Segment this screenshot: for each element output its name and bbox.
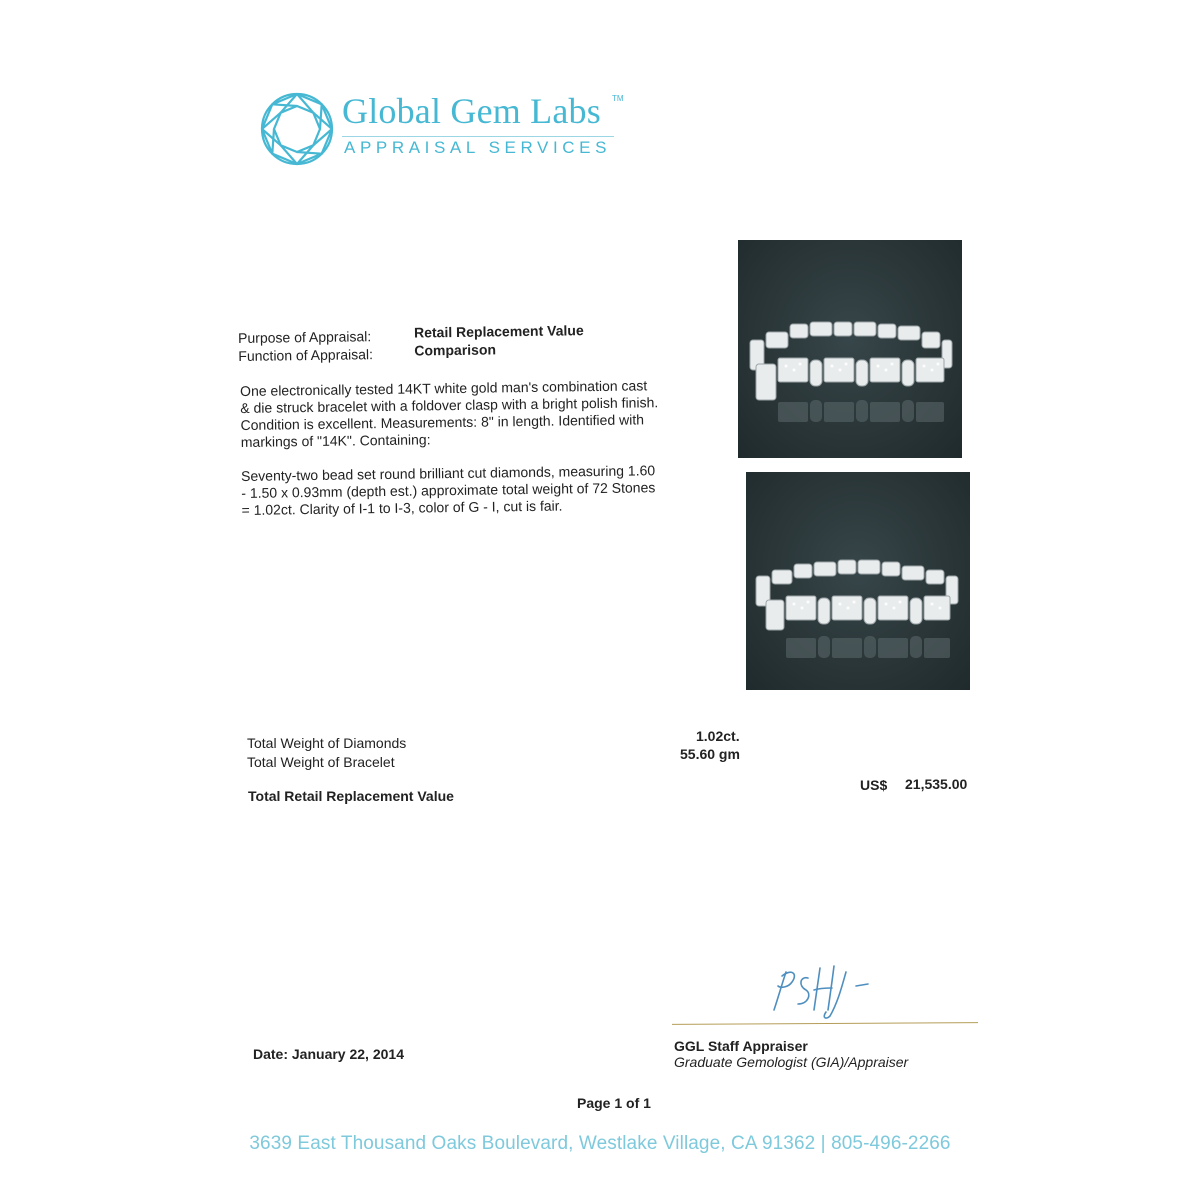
diamond-line: Seventy-two bead set round brilliant cut diamonds, measuring 1.60: [241, 462, 656, 484]
logo-divider: [342, 136, 614, 137]
bracelet-image: [738, 240, 962, 458]
currency-label: US$: [860, 777, 888, 793]
bracelet-photo-bottom: [746, 472, 970, 690]
diamond-line: - 1.50 x 0.93mm (depth est.) approximate total weight of 72 Stones: [241, 479, 656, 501]
bracelet-weight-label: Total Weight of Bracelet: [247, 754, 395, 770]
description-line: markings of "14K". Containing:: [240, 431, 431, 450]
logo-subtitle: APPRAISAL SERVICES: [344, 138, 612, 157]
appraisal-date: Date: January 22, 2014: [253, 1046, 404, 1062]
round-brilliant-diamond-icon: [258, 90, 336, 168]
retail-value-amount: 21,535.00: [905, 776, 968, 792]
logo-trademark: TM: [612, 94, 624, 103]
purpose-label: Purpose of Appraisal:: [238, 328, 372, 346]
purpose-value: Retail Replacement Value: [413, 322, 584, 341]
bracelet-image: [746, 472, 970, 690]
diamonds-weight-label: Total Weight of Diamonds: [247, 735, 407, 751]
handwritten-signature: [764, 958, 884, 1022]
diamond-description: [241, 461, 712, 519]
signer-title: GGL Staff Appraiser: [674, 1038, 808, 1054]
description-line: One electronically tested 14KT white gold man's combination cast: [240, 377, 648, 399]
company-logo: [258, 88, 658, 172]
signer-credential: Graduate Gemologist (GIA)/Appraiser: [674, 1054, 909, 1070]
diamond-line: = 1.02ct. Clarity of I-1 to I-3, color of G - I, cut is fair.: [241, 497, 563, 518]
description-line: Condition is excellent. Measurements: 8" in length. Identified with: [240, 411, 645, 433]
signature-line: [672, 1022, 978, 1025]
bracelet-weight-value: 55.60 gm: [680, 746, 740, 762]
function-label: Function of Appraisal:: [238, 346, 374, 364]
logo-title: Global Gem Labs: [342, 91, 601, 131]
description-line: & die struck bracelet with a foldover clasp with a bright polish finish.: [240, 394, 659, 416]
function-value: Comparison: [414, 341, 497, 359]
retail-value-label: Total Retail Replacement Value: [248, 788, 454, 804]
diamonds-weight-value: 1.02ct.: [696, 728, 740, 744]
appraisal-purpose-block: [238, 324, 699, 370]
footer-address: 3639 East Thousand Oaks Boulevard, Westlake Village, CA 91362 | 805-496-2266: [249, 1133, 951, 1154]
bracelet-description: [240, 376, 711, 451]
bracelet-photo-top: [738, 240, 962, 458]
page-number: Page 1 of 1: [577, 1095, 651, 1111]
